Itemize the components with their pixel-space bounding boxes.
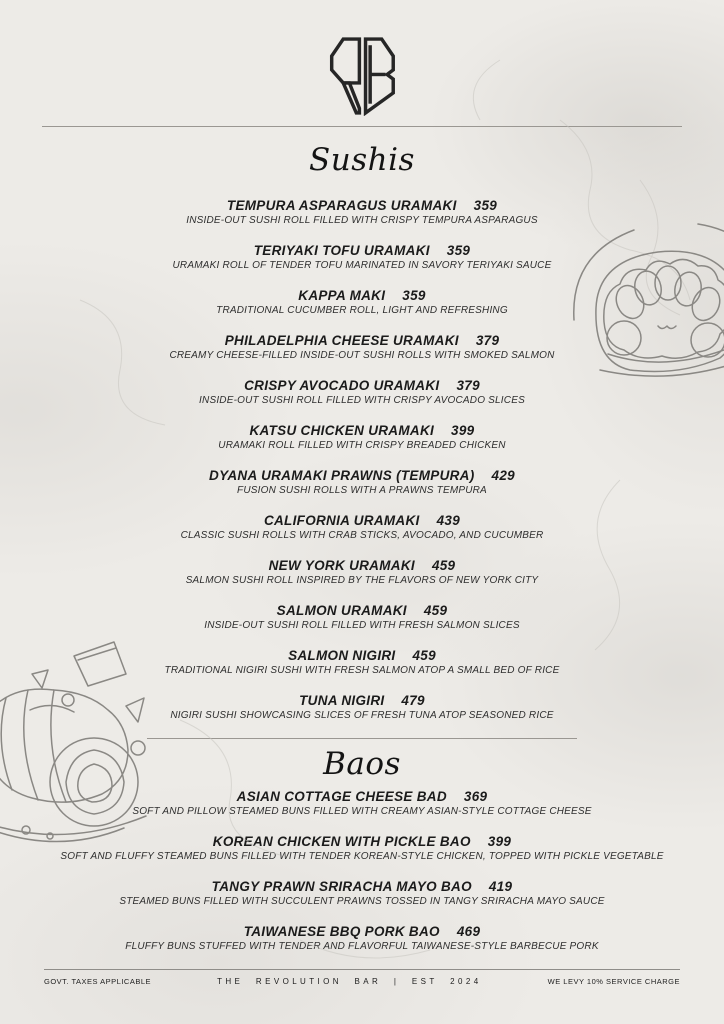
section-divider: [147, 738, 577, 739]
item-price: 439: [436, 513, 461, 528]
item-name: KATSU CHICKEN URAMAKI: [249, 423, 435, 438]
section-items: [0, 198, 724, 722]
item-description: SALMON SUSHI ROLL INSPIRED BY THE FLAVORS OF NEW YORK CITY: [185, 575, 539, 586]
item-price: 429: [491, 468, 515, 483]
footer-service-charge-note: WE LEVY 10% SERVICE CHARGE: [547, 977, 680, 986]
item-title-line: [0, 789, 724, 805]
menu-item: [0, 924, 724, 953]
item-title-line: [0, 378, 724, 394]
menu-item: [0, 468, 724, 497]
item-name: ASIAN COTTAGE CHEESE BAD: [236, 789, 447, 804]
item-price: 359: [402, 288, 426, 303]
footer-brand-name: THE REVOLUTION BAR | EST 2024: [217, 977, 482, 986]
item-title-line: [0, 333, 724, 349]
item-name: SALMON NIGIRI: [288, 648, 396, 663]
brand-logo: [0, 0, 724, 116]
menu-section: [0, 126, 724, 722]
item-description: FLUFFY BUNS STUFFED WITH TENDER AND FLAVORFUL TAIWANESE-STYLE BARBECUE PORK: [125, 941, 599, 952]
menu-section: [0, 738, 724, 953]
item-price: 399: [487, 834, 512, 849]
rb-monogram-icon: [324, 36, 401, 116]
item-price: 479: [401, 693, 425, 708]
item-title-line: [0, 468, 724, 484]
menu-item: [0, 558, 724, 587]
menu-item: [0, 789, 724, 818]
item-description: SOFT AND PILLOW STEAMED BUNS FILLED WITH CREAMY ASIAN-STYLE COTTAGE CHEESE: [132, 806, 592, 817]
menu-item: [0, 879, 724, 908]
menu-item: [0, 693, 724, 722]
item-name: DYANA URAMAKI PRAWNS (TEMPURA): [209, 468, 475, 483]
menu-item: [0, 513, 724, 542]
page-footer: [44, 977, 680, 986]
item-price: 379: [475, 333, 500, 348]
item-description: STEAMED BUNS FILLED WITH SUCCULENT PRAWNS TOSSED IN TANGY SRIRACHA MAYO SAUCE: [119, 896, 605, 907]
section-items: [0, 789, 724, 953]
item-name: TERIYAKI TOFU URAMAKI: [253, 243, 430, 258]
item-price: 399: [451, 423, 475, 438]
item-price: 359: [473, 198, 498, 213]
item-title-line: [0, 288, 724, 304]
menu-item: [0, 333, 724, 362]
item-description: TRADITIONAL CUCUMBER ROLL, LIGHT AND REFRESHING: [216, 305, 508, 316]
item-description: INSIDE-OUT SUSHI ROLL FILLED WITH FRESH SALMON SLICES: [204, 620, 520, 631]
menu-item: [0, 378, 724, 407]
item-title-line: [0, 243, 724, 259]
item-name: KAPPA MAKI: [298, 288, 386, 303]
menu-sections: [0, 126, 724, 953]
item-description: CLASSIC SUSHI ROLLS WITH CRAB STICKS, AVOCADO, AND CUCUMBER: [180, 530, 544, 541]
item-price: 359: [446, 243, 471, 258]
item-price: 379: [456, 378, 480, 393]
item-description: SOFT AND FLUFFY STEAMED BUNS FILLED WITH TENDER KOREAN-STYLE CHICKEN, TOPPED WITH PICKLE VEGETABLE: [60, 851, 664, 862]
item-price: 459: [423, 603, 448, 618]
item-price: 369: [463, 789, 488, 804]
menu-item: [0, 243, 724, 272]
section-divider: [42, 126, 682, 127]
item-description: URAMAKI ROLL OF TENDER TOFU MARINATED IN SAVORY TERIYAKI SAUCE: [172, 260, 552, 271]
item-description: INSIDE-OUT SUSHI ROLL FILLED WITH CRISPY AVOCADO SLICES: [199, 395, 525, 406]
item-title-line: [0, 198, 724, 214]
item-title-line: [0, 834, 724, 850]
section-title: Sushis: [309, 142, 415, 178]
item-name: TAIWANESE BBQ PORK BAO: [243, 924, 440, 939]
menu-item: [0, 603, 724, 632]
item-description: NIGIRI SUSHI SHOWCASING SLICES OF FRESH TUNA ATOP SEASONED RICE: [170, 710, 554, 721]
item-price: 419: [488, 879, 513, 894]
menu-item: [0, 423, 724, 452]
item-title-line: [0, 879, 724, 895]
item-title-line: [0, 648, 724, 664]
item-price: 469: [456, 924, 481, 939]
item-name: SALMON URAMAKI: [276, 603, 407, 618]
item-title-line: [0, 924, 724, 940]
item-name: TEMPURA ASPARAGUS URAMAKI: [226, 198, 457, 213]
item-title-line: [0, 603, 724, 619]
item-name: CALIFORNIA URAMAKI: [263, 513, 420, 528]
item-price: 459: [431, 558, 456, 573]
item-description: INSIDE-OUT SUSHI ROLL FILLED WITH CRISPY TEMPURA ASPARAGUS: [186, 215, 538, 226]
menu-item: [0, 288, 724, 317]
item-title-line: [0, 513, 724, 529]
item-description: TRADITIONAL NIGIRI SUSHI WITH FRESH SALMON ATOP A SMALL BED OF RICE: [164, 665, 560, 676]
footer-divider: [44, 969, 680, 970]
item-name: KOREAN CHICKEN WITH PICKLE BAO: [212, 834, 471, 849]
item-title-line: [0, 693, 724, 709]
item-name: PHILADELPHIA CHEESE URAMAKI: [224, 333, 459, 348]
menu-item: [0, 648, 724, 677]
item-name: CRISPY AVOCADO URAMAKI: [244, 378, 440, 393]
menu-item: [0, 834, 724, 863]
footer-tax-note: GOVT. TAXES APPLICABLE: [44, 977, 152, 986]
item-name: TANGY PRAWN SRIRACHA MAYO BAO: [211, 879, 472, 894]
section-title: Baos: [323, 746, 401, 782]
item-name: NEW YORK URAMAKI: [268, 558, 415, 573]
item-name: TUNA NIGIRI: [299, 693, 385, 708]
item-price: 459: [412, 648, 436, 663]
item-description: FUSION SUSHI ROLLS WITH A PRAWNS TEMPURA: [237, 485, 487, 496]
item-description: URAMAKI ROLL FILLED WITH CRISPY BREADED CHICKEN: [218, 440, 506, 451]
menu-item: [0, 198, 724, 227]
item-title-line: [0, 558, 724, 574]
item-title-line: [0, 423, 724, 439]
item-description: CREAMY CHEESE-FILLED INSIDE-OUT SUSHI ROLLS WITH SMOKED SALMON: [169, 350, 555, 361]
